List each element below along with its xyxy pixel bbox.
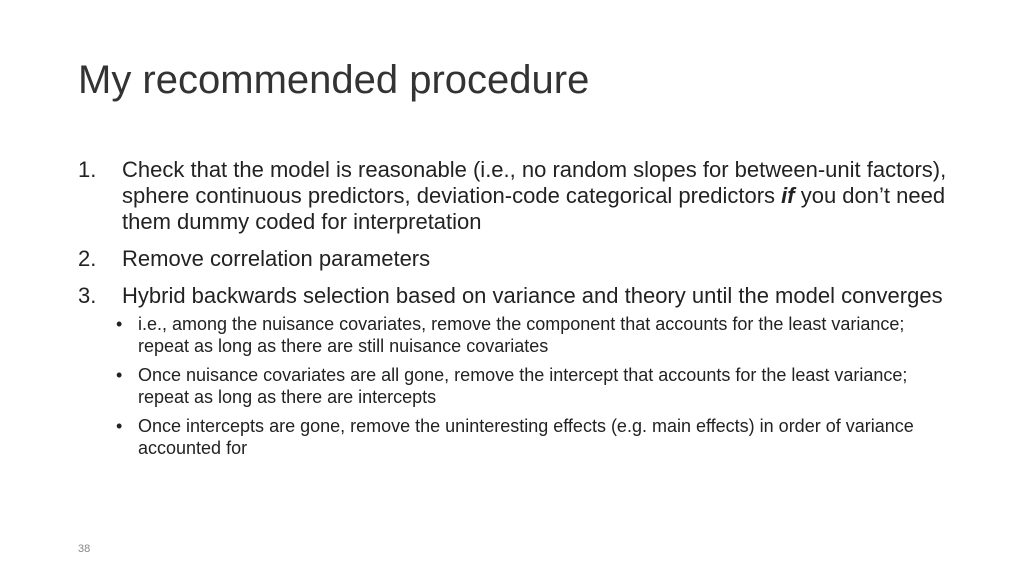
item-text: Remove correlation parameters (122, 246, 431, 271)
text-part: Check that the model is reasonable (i.e., no random slopes for between-unit factors), sphere continuous predictors, deviation-code categorical predictors (122, 157, 947, 208)
item-text (122, 157, 958, 235)
sub-item (78, 415, 958, 459)
item-number: 3. (78, 283, 97, 308)
bullet-icon: • (116, 314, 123, 334)
bullet-icon: • (116, 416, 123, 436)
slide-title: My recommended procedure (78, 58, 590, 102)
text-part: you don’t need them dummy coded for interpretation (122, 183, 946, 234)
sub-item (78, 364, 958, 408)
sub-item-text: Once nuisance covariates are all gone, remove the intercept that accounts for the least variance; repeat as long as there are intercepts (138, 365, 908, 407)
sub-item (78, 313, 958, 357)
bullet-icon: • (116, 365, 123, 385)
page-number: 38 (78, 543, 91, 555)
list-item (78, 283, 958, 309)
item-number: 2. (78, 246, 97, 271)
sub-item-text: i.e., among the nuisance covariates, remove the component that accounts for the least variance; repeat as long as there are still nuisance covariates (138, 314, 905, 356)
list-item (78, 246, 958, 272)
list-item (78, 157, 958, 235)
item-number: 1. (78, 157, 97, 182)
item-text: Hybrid backwards selection based on variance and theory until the model converges (122, 283, 943, 308)
sub-item-text: Once intercepts are gone, remove the uninteresting effects (e.g. main effects) in order of variance accounted for (138, 416, 914, 458)
procedure-list (78, 157, 958, 466)
emphasis: if (781, 183, 795, 208)
